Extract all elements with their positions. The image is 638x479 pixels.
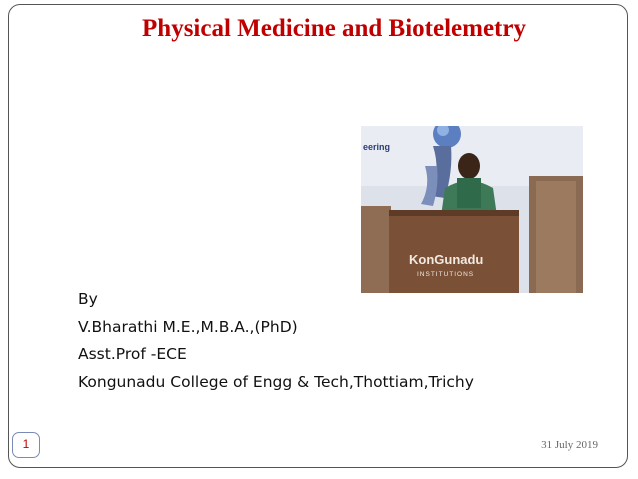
slide-title: Physical Medicine and Biotelemetry bbox=[142, 15, 526, 42]
slide-number-badge: 1 bbox=[12, 432, 40, 458]
banner-text: eering bbox=[363, 142, 391, 152]
podium-subtitle: INSTITUTIONS bbox=[417, 271, 475, 278]
byline-designation: Asst.Prof -ECE bbox=[78, 345, 187, 363]
byline-by: By bbox=[78, 290, 98, 308]
author-byline bbox=[78, 286, 474, 396]
byline-institution: Kongunadu College of Engg & Tech,Thottiam,Trichy bbox=[78, 372, 474, 391]
byline-author-name: V.Bharathi M.E.,M.B.A.,(PhD) bbox=[78, 317, 298, 336]
podium-brand: KonGunadu bbox=[409, 252, 484, 267]
speaker-photo-graphic bbox=[361, 126, 583, 293]
slide-date: 31 July 2019 bbox=[541, 439, 598, 451]
speaker-photo bbox=[361, 126, 583, 293]
